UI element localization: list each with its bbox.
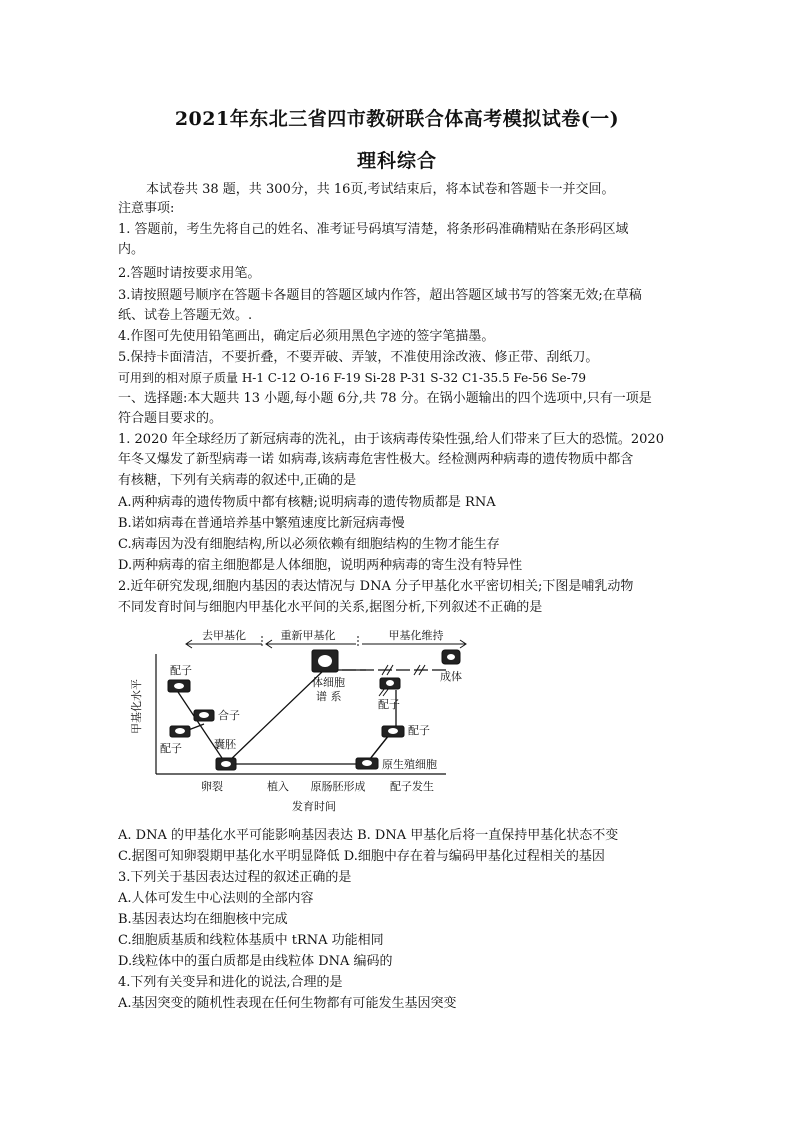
phase-maintenance-label: 甲基化维持 — [388, 629, 444, 642]
pgc-label: 原生殖细胞 — [382, 758, 437, 771]
x-tick-label: 植入 — [267, 780, 289, 793]
somatic-lineage-label-2: 谱 系 — [316, 690, 342, 703]
notice-heading: 注意事项: — [118, 201, 175, 216]
notice-item: 3.请按照题号顺序在答题卡各题目的答题区域内作答，超出答题区域书写的答案无效;在草稿 — [118, 288, 642, 303]
x-tick-label: 原肠胚形成 — [310, 780, 366, 793]
adult-label: 成体 — [440, 670, 462, 683]
notice-item: 2.答题时请按要求用笔。 — [118, 266, 261, 281]
notice-item: 5.保持卡面清洁，不要折叠，不要弄破、弄皱，不准使用涂改液、修正带、刮纸刀。 — [118, 350, 599, 365]
gamete-label-top: 配子 — [170, 664, 192, 677]
blastocyst-label: 囊胚 — [214, 738, 236, 751]
gamete-label-bottom: 配子 — [160, 742, 182, 755]
question-1-stem: 有核糖，下列有关病毒的叙述中,正确的是 — [118, 473, 357, 488]
zygote-label: 合子 — [218, 709, 240, 722]
notice-item: 4.作图可先使用铅笔画出，确定后必须用黑色字迹的签字笔描墨。 — [118, 329, 495, 344]
atomic-mass-line: 可用到的相对原子质量 H-1 C-12 O-16 F-19 Si-28 P-31 S-32 C1-35.5 Fe-56 Se-79 — [118, 371, 586, 385]
gamete-label-right-top: 配子 — [378, 698, 400, 711]
exam-subtitle: 理科综合 — [356, 150, 437, 172]
y-axis-label: 甲基化水平 — [130, 679, 143, 734]
question-2-stem: 2.近年研究发现,细胞内基因的表达情况与 DNA 分子甲基化水平密切相关;下图是哺乳动物 — [118, 579, 634, 594]
question-1-option-a: A.两种病毒的遗传物质中都有核糖;说明病毒的遗传物质都是 RNA — [118, 495, 496, 510]
notice-item: 内。 — [118, 242, 145, 257]
question-1-option-d: D.两种病毒的宿主细胞都是人体细胞，说明两种病毒的寄生没有特异性 — [118, 558, 523, 573]
question-1-option-b: B.诺如病毒在普通培养基中繁殖速度比新冠病毒慢 — [118, 516, 405, 531]
question-3-option-c: C.细胞质基质和线粒体基质中 tRNA 功能相同 — [118, 933, 384, 948]
gamete-label-right-mid: 配子 — [408, 724, 430, 737]
question-3-option-d: D.线粒体中的蛋白质都是由线粒体 DNA 编码的 — [118, 954, 393, 969]
notice-item: 1. 答题前，考生先将自己的姓名、准考证号码填写清楚，将条形码准确精贴在条形码区域 — [118, 222, 629, 237]
question-2-options-cd: C.据图可知卵裂期甲基化水平明显降低 D.细胞中存在着与编码甲基化过程相关的基因 — [118, 849, 605, 864]
section-heading: 符合题目要求的。 — [118, 411, 223, 426]
question-1-stem: 1. 2020 年全球经历了新冠病毒的洗礼，由于该病毒传染性强,给人们带来了巨大的恐慌。2020 — [118, 432, 664, 447]
exam-title: 2021年东北三省四市教研联合体高考模拟试卷(一) — [174, 108, 620, 130]
methylation-diagram — [126, 626, 476, 816]
question-1-option-c: C.病毒因为没有细胞结构,所以必须依赖有细胞结构的生物才能生存 — [118, 537, 500, 552]
section-heading: 一、选择题:本大题共 13 小题,每小题 6分,共 78 分。在锅小题输出的四个选项中,只有一项是 — [118, 391, 652, 406]
somatic-lineage-label-1: 体细胞 — [312, 676, 345, 689]
notice-item: 纸、试卷上答题无效。. — [118, 308, 253, 323]
phase-demethylation-label: 去甲基化 — [202, 629, 246, 642]
question-4-option-a: A.基因突变的随机性表现在任何生物都有可能发生基因突变 — [118, 996, 457, 1011]
x-tick-label: 卵裂 — [201, 780, 223, 793]
x-tick-label: 配子发生 — [390, 780, 434, 793]
intro-text: 本试卷共 38 题，共 300分，共 16页,考试结束后，将本试卷和答题卡一并交回。 — [146, 182, 615, 197]
question-3-option-b: B.基因表达均在细胞核中完成 — [118, 912, 288, 927]
question-3-stem: 3.下列关于基因表达过程的叙述正确的是 — [118, 870, 352, 885]
question-2-stem: 不同发育时间与细胞内甲基化水平间的关系,据图分析,下列叙述不正确的是 — [118, 600, 543, 615]
question-4-stem: 4.下列有关变异和进化的说法,合理的是 — [118, 975, 343, 990]
x-axis-label: 发育时间 — [292, 800, 336, 813]
question-2-options-ab: A. DNA 的甲基化水平可能影响基因表达 B. DNA 甲基化后将一直保持甲基化状态不变 — [118, 828, 619, 843]
question-3-option-a: A.人体可发生中心法则的全部内容 — [118, 891, 314, 906]
phase-remethylation-label: 重新甲基化 — [280, 629, 336, 642]
question-1-stem: 年冬又爆发了新型病毒一诺 如病毒,该病毒危害性极大。经检测两种病毒的遗传物质中都含 — [118, 452, 634, 467]
